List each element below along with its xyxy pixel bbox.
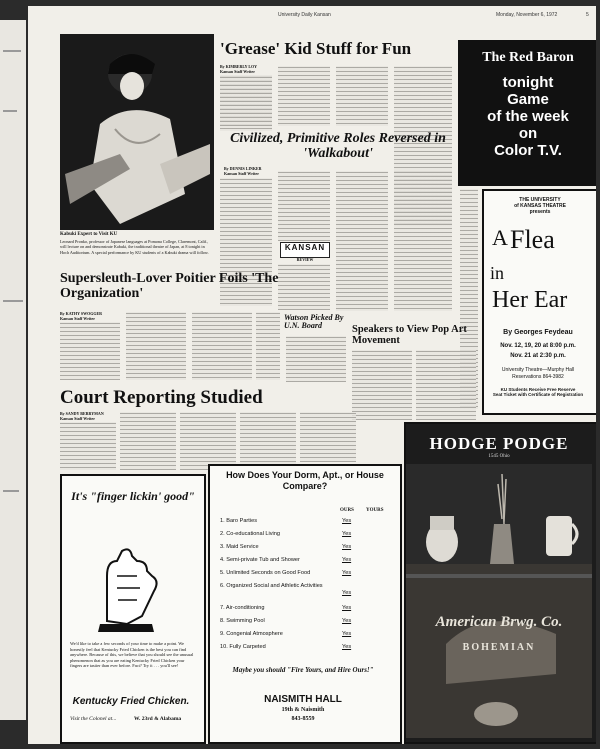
red-baron-ad <box>458 40 596 186</box>
poitier-text-col2 <box>126 312 186 380</box>
popart-text-col2 <box>416 350 476 420</box>
court-text-col5 <box>300 412 356 462</box>
hodge-title: HODGE PODGE <box>429 434 569 453</box>
finger-drawing <box>82 536 182 636</box>
kfc-tagline: Visit the Colonel at... <box>70 716 117 722</box>
watson-headline: Watson Picked By U.N. Board <box>284 313 344 331</box>
survey-ours-4: Yes <box>342 557 352 563</box>
survey-row-8: 8. Swimming Pool <box>220 618 265 624</box>
grease-byline: By KIMBERLY LOY Kansan Staff Writer <box>220 64 258 74</box>
grease-text-col3 <box>336 66 388 126</box>
red-baron-line3: of the week <box>487 108 569 125</box>
kfc-slogan: It's "finger lickin' good" <box>71 489 195 503</box>
survey-row-5: 5. Unlimited Seconds on Good Food <box>220 570 311 576</box>
kansan-review-sub: REVIEW <box>296 257 314 262</box>
poitier-headline: Supersleuth-Lover Poitier Foils 'The Organization' <box>60 271 279 301</box>
poitier-text-col1 <box>60 322 120 380</box>
court-text-col1 <box>60 422 116 470</box>
kfc-logo: Kentucky Fried Chicken. <box>72 696 190 707</box>
grease-headline: 'Grease' Kid Stuff for Fun <box>220 39 412 58</box>
kfc-ad <box>60 474 206 744</box>
hodge-sub: 1545 Ohio <box>488 454 510 459</box>
naismith-phone: 843-8559 <box>291 716 315 722</box>
kansan-review-logo: KANSAN <box>280 242 330 258</box>
survey-slogan: Maybe you should "Fire Yours, and Hire Ours!" <box>232 666 374 674</box>
survey-row-6: 6. Organized Social and Athletic Activities <box>220 583 323 589</box>
survey-row-9: 9. Congenial Atmosphere <box>220 631 283 637</box>
poitier-byline: By KATHY SWOGGER Kansan Staff Writer <box>60 311 103 321</box>
survey-ours-1: Yes <box>342 518 352 524</box>
flea-title-c: in <box>490 263 505 283</box>
court-text-col2 <box>120 412 176 470</box>
survey-ours-8: Yes <box>342 618 352 624</box>
masthead-date: Monday, November 6, 1972 <box>496 12 558 18</box>
flea-ad <box>482 189 596 415</box>
walkabout-headline: Civilized, Primitive Roles Reversed in 'Walkabout' <box>230 131 446 161</box>
survey-ours-9: Yes <box>342 631 352 637</box>
survey-col-ours: OURS <box>340 508 354 513</box>
survey-row-7: 7. Air-conditioning <box>220 605 265 611</box>
poitier-text-col4 <box>256 312 280 380</box>
flea-dates1: Nov. 12, 19, 20 at 8:00 p.m. <box>500 343 576 349</box>
survey-ours-7: Yes <box>342 605 352 611</box>
page-number: 5 <box>586 12 589 18</box>
court-headline: Court Reporting Studied <box>60 387 263 408</box>
survey-row-3: 3. Maid Service <box>220 544 259 550</box>
naismith-address: 19th & Naismith <box>281 707 325 713</box>
flea-dates2: Nov. 21 at 2:30 p.m. <box>510 353 566 359</box>
walkabout-text-col4 <box>394 171 452 311</box>
popart-text-col1 <box>352 350 412 420</box>
court-text-col4 <box>240 412 296 470</box>
flea-title-b: Flea <box>510 225 555 254</box>
red-baron-line1: tonight <box>502 74 554 91</box>
survey-ours-3: Yes <box>342 544 352 550</box>
watson-text <box>286 336 346 382</box>
survey-row-10: 10. Fully Carpeted <box>220 644 266 650</box>
walkabout-text-col2 <box>278 171 330 241</box>
survey-ours-10: Yes <box>342 644 352 650</box>
survey-ours-5: Yes <box>342 570 352 576</box>
court-byline: By SANDY BERRYMAN Kansan Staff Writer <box>60 411 104 421</box>
red-baron-name: The Red Baron <box>482 50 574 65</box>
survey-col-yours: YOURS <box>366 508 384 513</box>
newspaper-page <box>28 6 596 744</box>
walkabout-text-col3 <box>336 171 388 311</box>
red-baron-line5: Color T.V. <box>494 142 562 159</box>
popart-headline: Speakers to View Pop Art Movement <box>352 324 467 347</box>
masthead-paper: University Daily Kansan <box>278 12 331 18</box>
grease-text-col1 <box>220 76 272 126</box>
survey-row-1: 1. Baro Parties <box>220 518 257 524</box>
flea-title-d: Her Ear <box>492 287 568 313</box>
hodge-sign2: BOHEMIAN <box>462 642 536 653</box>
flea-author: By Georges Feydeau <box>503 329 573 336</box>
survey-title: How Does Your Dorm, Apt., or House Compare? <box>226 470 384 491</box>
kfc-address: W. 23rd & Alabama <box>134 716 182 722</box>
grease-text-col2 <box>278 66 330 126</box>
kfc-copy: We'd like to take a few seconds of your time to make a point. We honestly feel that Kentucky Fried Chicken is the best you can find anywhere. Because of this, we believe that you should see the unusual phenomenon that as you are eating Kentucky Fried Chicken your fingers are tastier than ever before. Fact? Try it . . . you'll see! <box>70 641 194 668</box>
red-baron-line2: Game <box>507 91 549 108</box>
flea-title-a: A <box>492 225 508 250</box>
poitier-text-col3 <box>192 312 252 380</box>
flea-discount: KU Students Receive Free Reserve Seat Ticket with Certificate of Registration <box>492 387 584 397</box>
flea-venue1: University Theatre—Murphy Hall <box>501 367 575 373</box>
survey-ours-6: Yes <box>342 590 352 596</box>
red-baron-line4: on <box>518 125 538 142</box>
kabuki-photo <box>60 34 214 230</box>
flea-presenter: THE UNIVERSITY of KANSAS THEATRE presents <box>514 197 566 215</box>
walkabout-byline: By DENNIS LINKER Kansan Staff Writer <box>224 166 262 176</box>
hodge-sign: American Brwg. Co. <box>435 614 563 630</box>
hodge-photo <box>406 464 592 738</box>
kabuki-caption: Leonard Pronko, professor of Japanese languages at Pomona College, Claremont, Calif., will lecture on and demonstrate Kabuki, the traditional theatre of Japan, at 8 tonight in Hoch Auditorium. A special performance by KU students of a Kabuki drama will follow. <box>60 239 209 255</box>
flea-venue2: Reservations 864-3982 <box>512 374 564 380</box>
kabuki-caption-title: Kabuki Expert to Visit KU <box>60 232 118 237</box>
hodge-podge-ad <box>404 422 596 744</box>
previous-page-edge <box>0 20 26 720</box>
survey-ours-2: Yes <box>342 531 352 537</box>
survey-row-4: 4. Semi-private Tub and Shower <box>220 557 300 563</box>
naismith-ad <box>208 464 402 744</box>
naismith-hall: NAISMITH HALL <box>264 694 342 705</box>
court-text-col3 <box>180 412 236 470</box>
survey-row-2: 2. Co-educational Living <box>220 531 281 537</box>
